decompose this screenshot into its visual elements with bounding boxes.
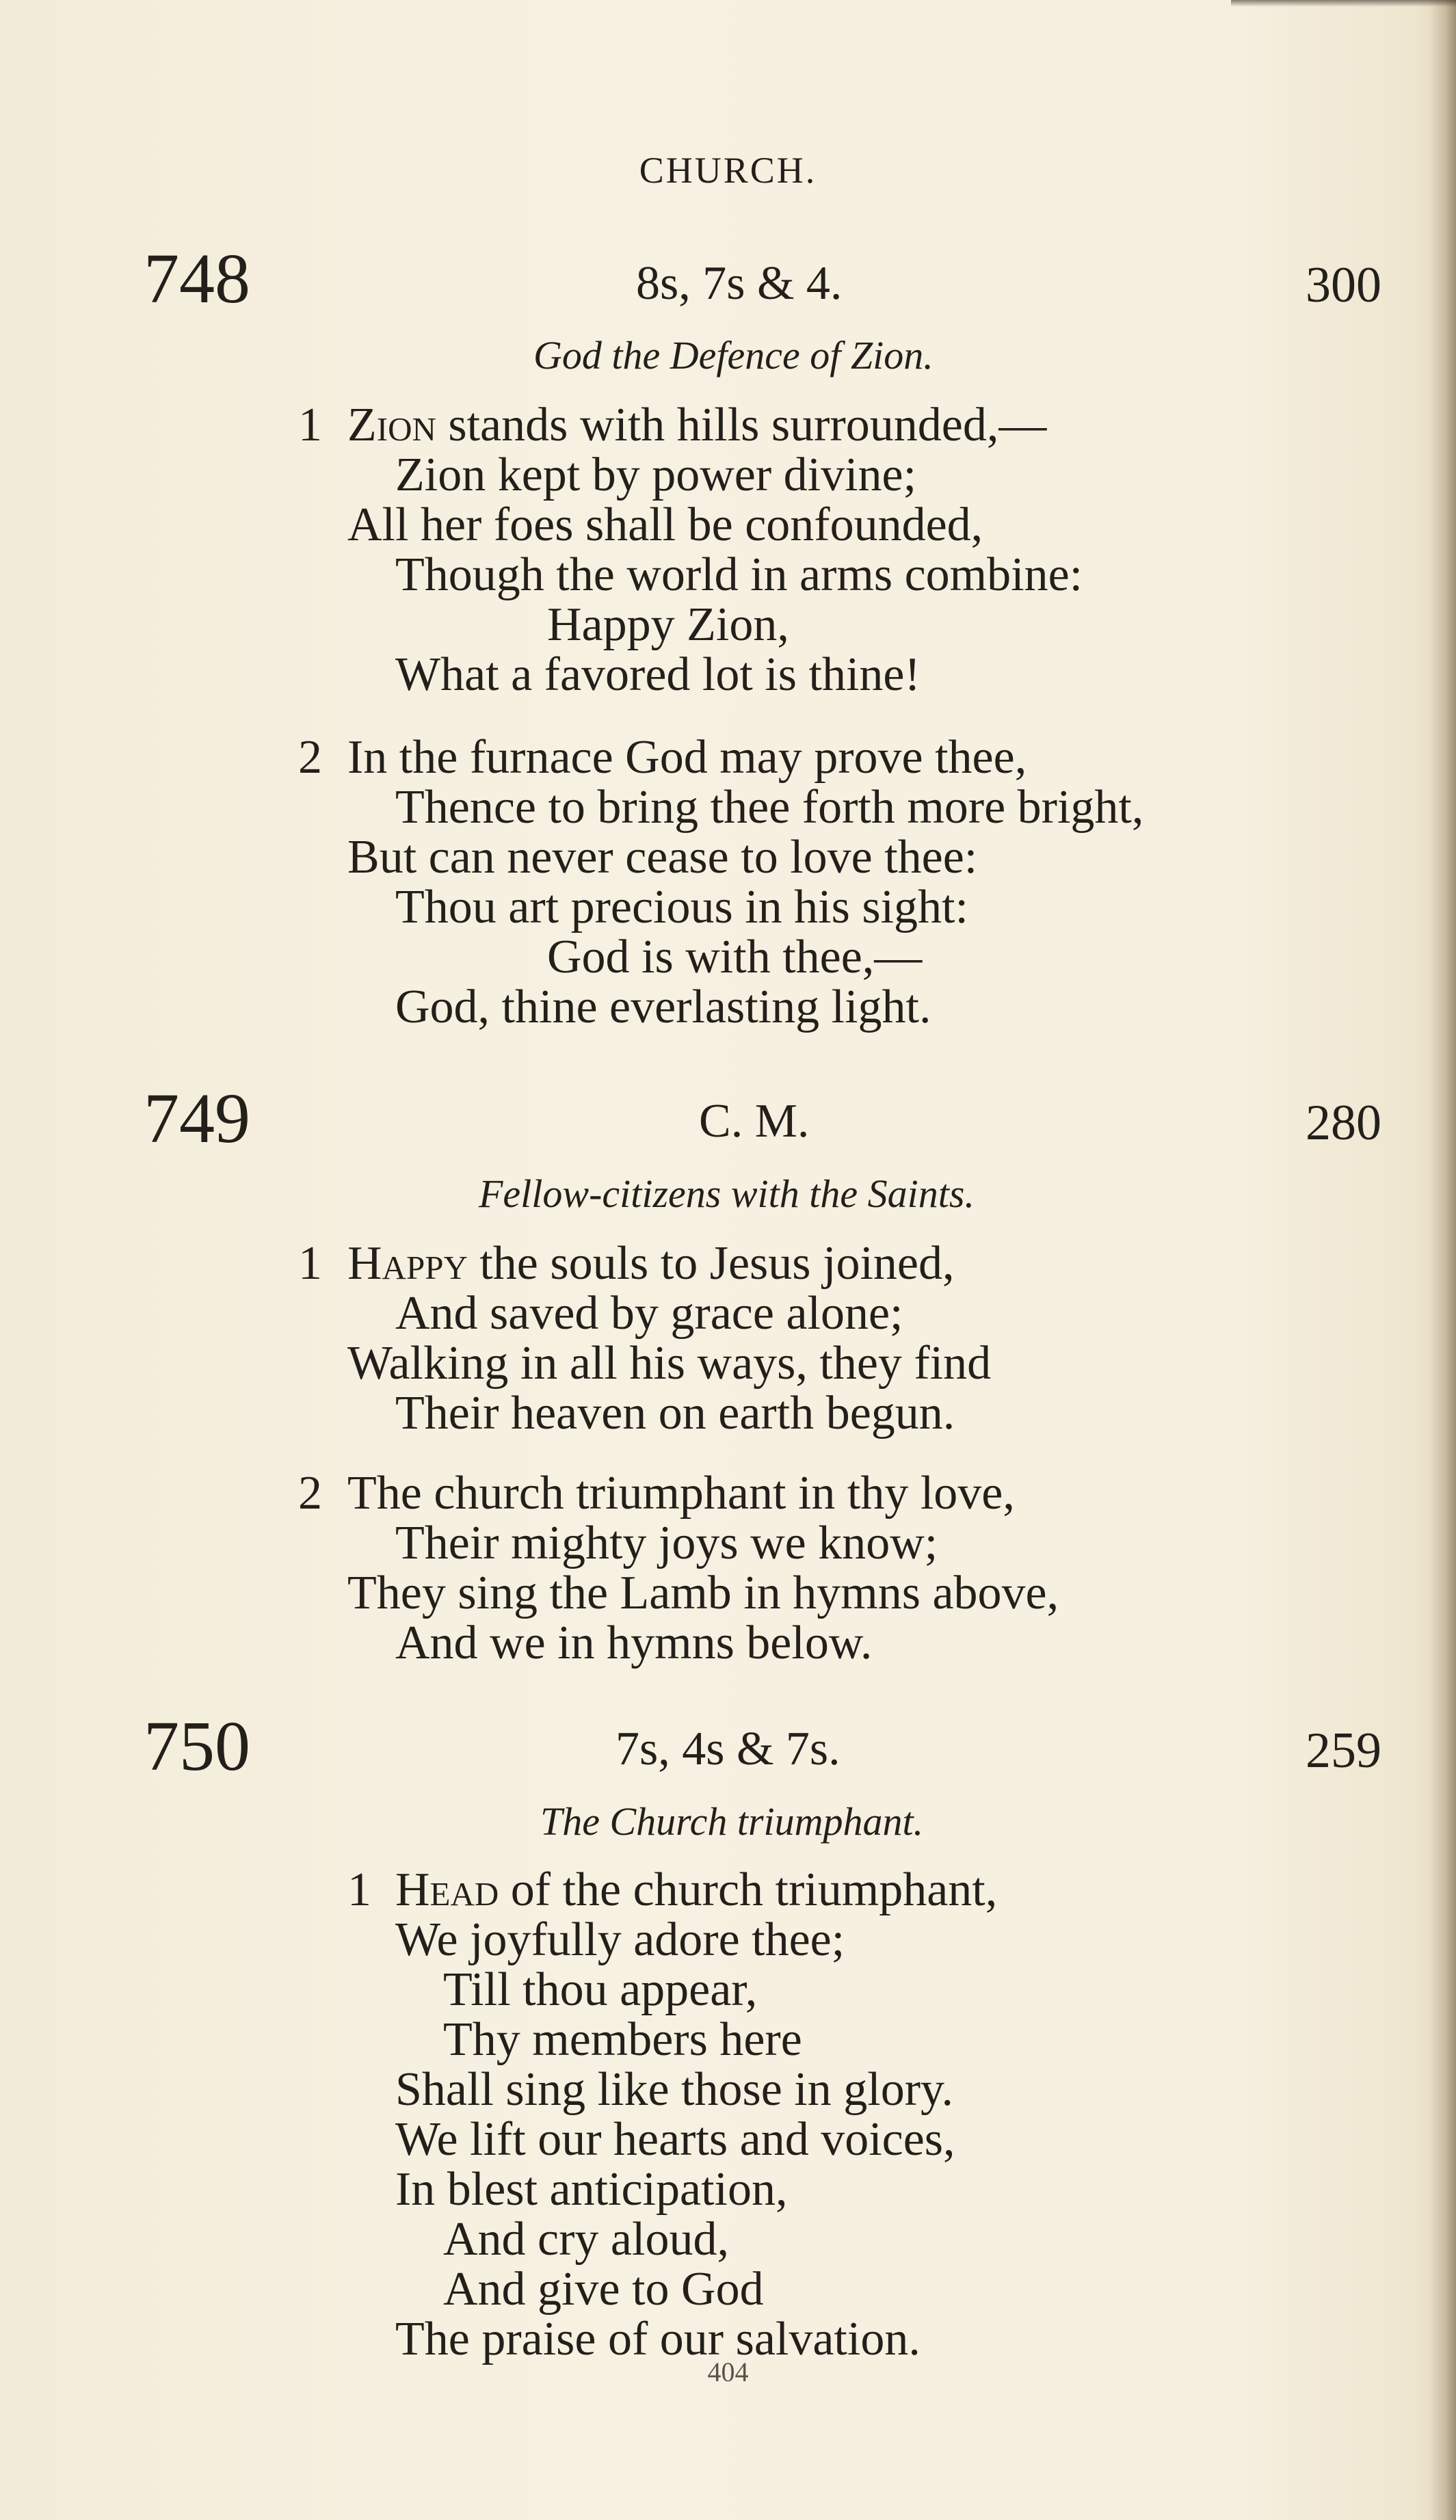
verse-line: God is with thee,— <box>547 931 923 983</box>
verse-line <box>347 1236 954 1291</box>
hymn-meter: 7s, 4s & 7s. <box>616 1723 840 1775</box>
verse-line: And cry aloud, <box>443 2213 729 2266</box>
verse-line: Walking in all his ways, they find <box>347 1337 992 1390</box>
first-word: Zion <box>347 399 436 451</box>
hymn-meter: 8s, 7s & 4. <box>636 257 843 310</box>
verse-line: We joyfully adore thee; <box>395 1913 845 1966</box>
first-line-rest: stands with hills surrounded,— <box>436 399 1047 451</box>
hymn-title: God the Defence of Zion. <box>533 333 934 377</box>
first-word: Head <box>395 1864 499 1916</box>
page-top-shadow <box>1231 0 1456 7</box>
tune-number: 300 <box>1306 257 1381 313</box>
verse-line: All her foes shall be confounded, <box>347 499 983 551</box>
verse-line: Thy members here <box>443 2013 802 2066</box>
first-line-rest: of the church triumphant, <box>499 1864 998 1916</box>
verse-line: Happy Zion, <box>547 598 789 651</box>
verse-line: Their mighty joys we know; <box>395 1517 938 1569</box>
running-head: CHURCH. <box>639 150 817 191</box>
hymn-number: 750 <box>144 1707 250 1786</box>
verse-line: Thou art precious in his sight: <box>395 881 968 933</box>
verse-number: 1 <box>298 399 322 451</box>
page-edge-shadow <box>1429 0 1456 2520</box>
verse-line: We lift our hearts and voices, <box>395 2113 955 2166</box>
verse-line: The praise of our salvation. <box>395 2313 921 2365</box>
hymn-number: 749 <box>144 1079 250 1158</box>
first-word: Happy <box>347 1237 468 1290</box>
verse-line: Though the world in arms combine: <box>395 548 1083 601</box>
verse-line: But can never cease to love thee: <box>347 831 978 884</box>
verse-number: 1 <box>347 1864 371 1916</box>
verse-line: And we in hymns below. <box>395 1617 873 1669</box>
verse-line: In blest anticipation, <box>395 2163 788 2216</box>
verse-number: 2 <box>298 1467 322 1520</box>
verse-line: The church triumphant in thy love, <box>347 1467 1015 1520</box>
verse-number: 2 <box>298 731 322 784</box>
verse-number: 1 <box>298 1237 322 1290</box>
verse-line <box>347 398 1046 453</box>
tune-number: 259 <box>1306 1723 1381 1779</box>
hymn-title: Fellow-citizens with the Saints. <box>479 1171 975 1216</box>
page-number: 404 <box>707 2357 749 2387</box>
verse-line: Thence to bring thee forth more bright, <box>395 781 1144 834</box>
verse-line: Their heaven on earth begun. <box>395 1387 955 1440</box>
verse-line: And saved by grace alone; <box>395 1287 903 1340</box>
hymn-meter: C. M. <box>699 1095 810 1148</box>
hymn-number: 748 <box>144 239 250 318</box>
verse-line: In the furnace God may prove thee, <box>347 731 1027 784</box>
verse-line: God, thine everlasting light. <box>395 981 931 1033</box>
verse-line: What a favored lot is thine! <box>395 648 921 701</box>
hymn-title: The Church triumphant. <box>540 1799 924 1844</box>
verse-line: They sing the Lamb in hymns above, <box>347 1567 1059 1619</box>
verse-line: Till thou appear, <box>443 1963 758 2016</box>
verse-line: Zion kept by power divine; <box>395 449 917 501</box>
verse-line: Shall sing like those in glory. <box>395 2063 953 2116</box>
first-line-rest: the souls to Jesus joined, <box>467 1237 955 1290</box>
tune-number: 280 <box>1306 1095 1381 1151</box>
verse-line <box>395 1863 997 1918</box>
verse-line: And give to God <box>443 2263 764 2316</box>
